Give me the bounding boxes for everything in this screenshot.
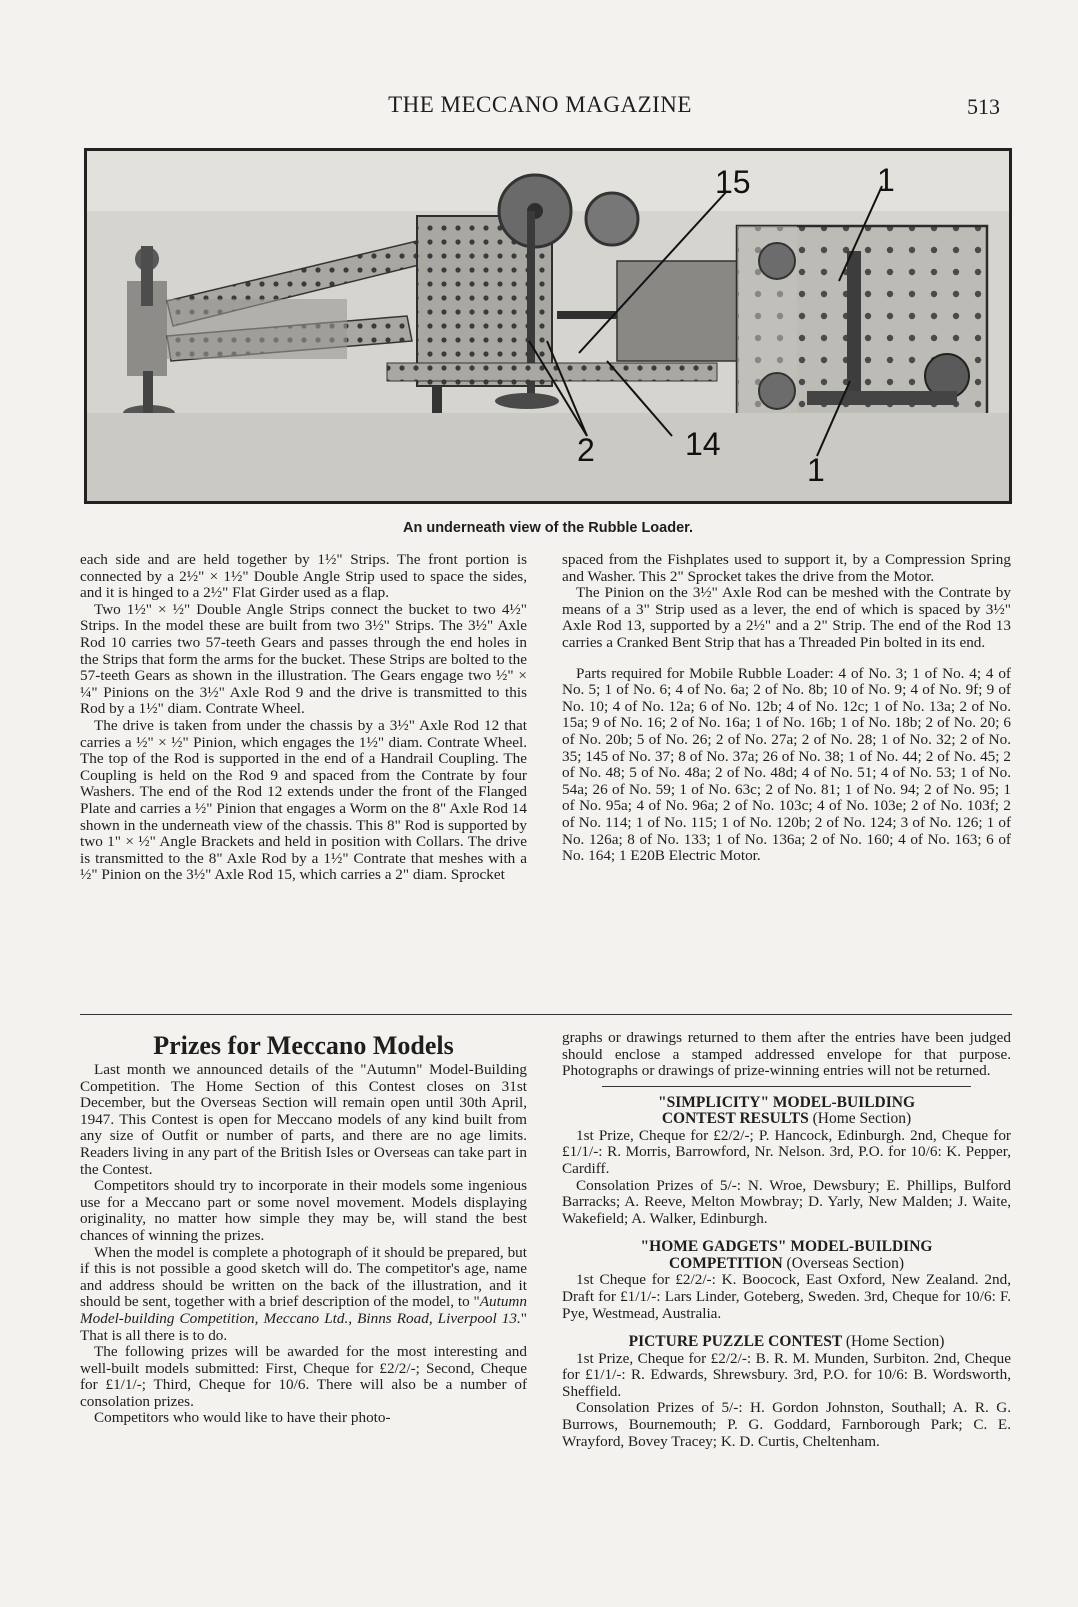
article-paragraph: The Pinion on the 3½" Axle Rod can be meshed with the Contrate by means of a 3" Strip used as a lever, the end of which is spaced by 3½" Axle Rod 13, supported by a 2½" and a 2" Strip. The end of the Rod 13 carries a Cranked Bent Strip that has a Threaded Pin bolted in its end.	[562, 584, 1011, 651]
figure-label: 1	[877, 162, 895, 198]
results-simplicity	[562, 1095, 1011, 1228]
parts-list: Parts required for Mobile Rubble Loader: 4 of No. 3; 1 of No. 4; 4 of No. 5; 1 of No. 6; 4 of No. 6a; 2 of No. 8b; 10 of No. 9; 4 of No. 9f; 9 of No. 10; 4 of No. 12a; 6 of No. 12b; 4 of No. 12c; 1 of No. 13a; 2 of No. 15a; 9 of No. 16; 2 of No. 16a; 1 of No. 16b; 1 of No. 18b; 2 of No. 20; 6 of No. 20b; 5 of No. 26; 2 of No. 27a; 2 of No. 28; 1 of No. 32; 2 of No. 35; 145 of No. 37; 8 of No. 37a; 26 of No. 38; 1 of No. 44; 2 of No. 45; 2 of No. 48; 5 of No. 48a; 2 of No. 48d; 4 of No. 51; 4 of No. 53; 1 of No. 54a; 26 of No. 59; 1 of No. 63c; 2 of No. 81; 1 of No. 94; 2 of No. 95; 1 of No. 95a; 4 of No. 96a; 2 of No. 103c; 4 of No. 103e; 2 of No. 103f; 2 of No. 114; 1 of No. 115; 1 of No. 120b; 2 of No. 124; 3 of No. 126; 1 of No. 126a; 8 of No. 133; 1 of No. 136a; 2 of No. 160; 4 of No. 163; 6 of No. 164; 1 E20B Electric Motor.	[562, 664, 1011, 865]
results-rule	[602, 1086, 971, 1087]
rubble-loader-illustration	[87, 151, 1009, 501]
article-column-right	[562, 552, 1011, 865]
prizes-paragraph-continued: graphs or drawings returned to them after the entries have been judged should enclose a stamped addressed envelope for that purpose. Photographs or drawings of prize-winning entries will not be returned.	[562, 1029, 1011, 1080]
prizes-paragraph: Competitors who would like to have their photo-	[94, 1410, 391, 1427]
magazine-title: THE MECCANO MAGAZINE	[388, 92, 692, 117]
prizes-column-left	[80, 1062, 527, 1427]
figure-label: 2	[577, 432, 595, 468]
results-home-gadgets	[562, 1239, 1011, 1322]
page-header	[80, 92, 1000, 126]
prizes-paragraph: The following prizes will be awarded for the most interesting and well-built models submitted: First, Cheque for £2/2/-; Second, Cheque for £1/1/-; Third, Cheque for 10/6. There will also be a number of consolation prizes.	[80, 1343, 527, 1410]
results-heading: "SIMPLICITY" MODEL-BUILDING CONTEST RESULTS (Home Section)	[657, 1093, 916, 1128]
page-number: 513	[967, 94, 1000, 119]
prizes-heading: Prizes for Meccano Models	[153, 1031, 454, 1060]
results-prizes: 1st Prize, Cheque for £2/2/-; P. Hancock, Edinburgh. 2nd, Cheque for £1/1/-: R. Morris, Barrowford, Nr. Nelson. 3rd, P.O. for 10/6: K. Pepper, Cardiff.	[562, 1126, 1011, 1177]
prizes-column-right	[562, 1030, 1011, 1450]
results-heading: PICTURE PUZZLE CONTEST (Home Section)	[628, 1333, 945, 1351]
article-paragraph: each side and are held together by 1½" Strips. The front portion is connected by a 2½" × 1½" Double Angle Strip used to space the sides, and it is hinged to a 2½" Flat Girder used as a flap.	[80, 551, 527, 602]
section-divider	[80, 1014, 1012, 1015]
results-picture-puzzle	[562, 1334, 1011, 1450]
figure-label: 1	[807, 452, 825, 488]
figure-label: 15	[715, 164, 751, 200]
results-prizes: 1st Prize, Cheque for £2/2/-: B. R. M. Munden, Surbiton. 2nd, Cheque for £1/1/-: R. Edwards, Shrewsbury. 3rd, P.O. for 10/6: B. Wordsworth, Sheffield.	[562, 1349, 1011, 1400]
results-prizes: 1st Cheque for £2/2/-: K. Boocock, East Oxford, New Zealand. 2nd, Draft for £1/1/-: Lars Linder, Goteberg, Sweden. 3rd, Cheque for 10/6: F. Pye, Westmead, Australia.	[562, 1271, 1011, 1322]
figure-label: 14	[685, 426, 721, 462]
results-consolation: Consolation Prizes of 5/-: H. Gordon Johnston, Southall; A. R. G. Burrows, Bournemouth; P. G. Goddard, Farnborough Park; C. E. Wrayford, Bovey Tracey; K. D. Curtis, Cheltenham.	[562, 1399, 1011, 1450]
article-paragraph: Two 1½" × ½" Double Angle Strips connect the bucket to two 4½" Strips. In the model these are built from two 3½" Strips. The 3½" Axle Rod 10 carries two 57-teeth Gears and passes through the end holes in the Strips that form the arms for the bucket. These Strips are bolted to the 57-teeth Gears as shown in the illustration. The Gears engage two ½" × ¼" Pinions on the 3½" Axle Rod 9 and the drive is transmitted to this Rod by a 1½" diam. Contrate Wheel.	[80, 600, 527, 718]
prizes-paragraph: Competitors should try to incorporate in their models some ingenious use for a Meccano part or some novel movement. Models displaying originality, no matter how simple they may be, will stand the best chances of winning the prizes.	[80, 1177, 527, 1244]
figure-caption: An underneath view of the Rubble Loader.	[402, 520, 694, 536]
prizes-paragraph: Last month we announced details of the "Autumn" Model-Building Competition. The Home Section of this Contest closes on 31st December, but the Overseas Section will remain open until 30th April, 1947. This Contest is open for Meccano models of any kind built from any size of Outfit or number of parts, and there are no age limits. Readers living in any part of the British Isles or Overseas can take part in the Contest.	[80, 1061, 527, 1178]
prizes-paragraph: When the model is complete a photograph of it should be prepared, but if this is not possible a good sketch will do. The competitor's age, name and address should be written on the back of the illustration, and it should be sent, together with a brief description of the model, to "Autumn Model-building Competition, Meccano Ltd., Binns Road, Liverpool 13." That is all there is to do.	[80, 1243, 527, 1344]
article-paragraph: The drive is taken from under the chassis by a 3½" Axle Rod 12 that carries a ½" × ½" Pinion, which engages the 1½" diam. Contrate Wheel. The top of the Rod is supported in the end of a Handrail Coupling. The Coupling is held on the Rod 9 and spaced from the Contrate by four Washers. The end of the Rod 12 extends under the front of the Flanged Plate and carries a ½" Pinion that engages a Worm on the 8" Axle Rod 14 shown in the underneath view of the chassis. This 8" Rod is supported by two 1" × ½" Angle Brackets and held in position with Collars. The drive is transmitted to the 8" Axle Rod by a 1½" Contrate that meshes with a ½" Pinion on the 3½" Axle Rod 15, which carries a 2" diam. Sprocket	[80, 716, 527, 884]
article-column-left	[80, 552, 527, 884]
competition-address: Autumn Model-building Competition, Meccano Ltd., Binns Road, Liverpool 13.	[80, 1293, 527, 1327]
results-heading: "HOME GADGETS" MODEL-BUILDING COMPETITION (Overseas Section)	[640, 1238, 933, 1272]
results-consolation: Consolation Prizes of 5/-: N. Wroe, Dewsbury; E. Phillips, Bulford Barracks; A. Reeve, Melton Mowbray; D. Yarly, New Malden; J. Waite, Wakefield; A. Walker, Edinburgh.	[562, 1176, 1011, 1227]
article-paragraph: spaced from the Fishplates used to support it, by a Compression Spring and Washer. This 2" Sprocket takes the drive from the Motor.	[562, 551, 1011, 585]
rubble-loader-photo	[84, 148, 1012, 504]
